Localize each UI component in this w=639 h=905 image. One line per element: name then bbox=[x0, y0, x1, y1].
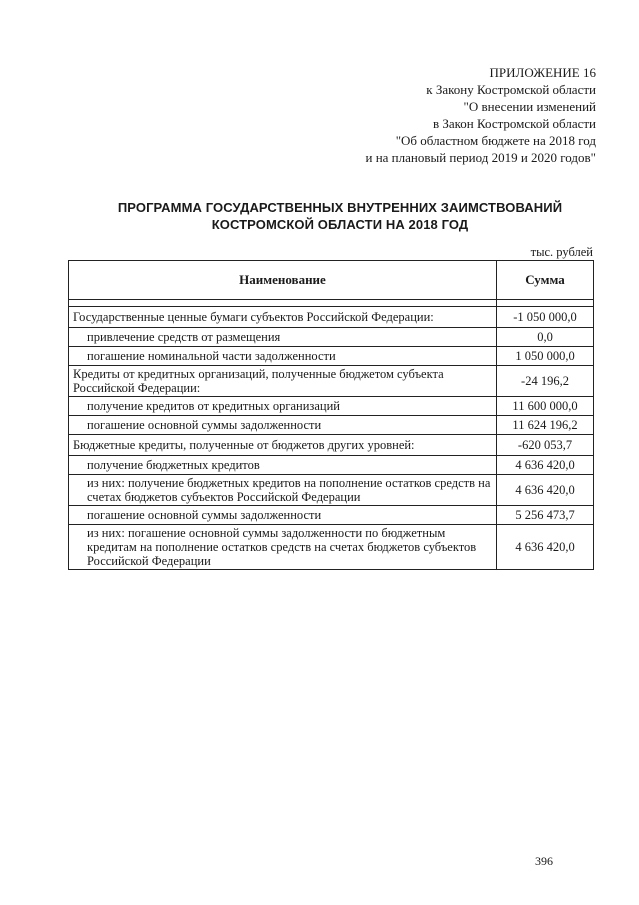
row-name: из них: получение бюджетных кредитов на пополнение остатков средств на счетах бюджетов субъектов Российской Федерации bbox=[69, 475, 497, 506]
row-amount: 4 636 420,0 bbox=[497, 456, 594, 475]
title-line-1: ПРОГРАММА ГОСУДАРСТВЕННЫХ ВНУТРЕННИХ ЗАИМСТВОВАНИЙ bbox=[117, 200, 563, 215]
appendix-line: "Об областном бюджете на 2018 год bbox=[395, 133, 596, 148]
row-amount: 0,0 bbox=[497, 328, 594, 347]
table-row bbox=[69, 435, 594, 456]
row-amount: 4 636 420,0 bbox=[497, 475, 594, 506]
row-name: Кредиты от кредитных организаций, полученные бюджетом субъекта Российской Федерации: bbox=[69, 366, 497, 397]
page-number: 396 bbox=[535, 854, 553, 868]
row-amount: 5 256 473,7 bbox=[497, 506, 594, 525]
table-row bbox=[69, 475, 594, 506]
row-name: Государственные ценные бумаги субъектов Российской Федерации: bbox=[69, 307, 497, 328]
table-row bbox=[69, 366, 594, 397]
row-amount: 11 624 196,2 bbox=[497, 416, 594, 435]
row-name: погашение основной суммы задолженности bbox=[69, 506, 497, 525]
spacer-cell bbox=[497, 300, 594, 307]
row-amount: 11 600 000,0 bbox=[497, 397, 594, 416]
row-name: погашение номинальной части задолженности bbox=[69, 347, 497, 366]
row-name: из них: погашение основной суммы задолженности по бюджетным кредитам на пополнение остатков средств на счетах бюджетов субъектов Российской Федерации bbox=[69, 525, 497, 570]
table-row bbox=[69, 347, 594, 366]
borrowing-table bbox=[68, 260, 594, 570]
table-row bbox=[69, 397, 594, 416]
column-header-amount: Сумма bbox=[497, 261, 594, 300]
table-row bbox=[69, 328, 594, 347]
row-name: привлечение средств от размещения bbox=[69, 328, 497, 347]
table-row bbox=[69, 456, 594, 475]
row-amount: -1 050 000,0 bbox=[497, 307, 594, 328]
spacer-cell bbox=[69, 300, 497, 307]
appendix-line: ПРИЛОЖЕНИЕ 16 bbox=[489, 65, 596, 80]
appendix-line: в Закон Костромской области bbox=[432, 116, 596, 131]
row-name: Бюджетные кредиты, полученные от бюджетов других уровней: bbox=[69, 435, 497, 456]
appendix-reference bbox=[365, 64, 596, 166]
row-name: погашение основной суммы задолженности bbox=[69, 416, 497, 435]
appendix-line: к Закону Костромской области bbox=[426, 82, 596, 97]
row-amount: -24 196,2 bbox=[497, 366, 594, 397]
appendix-line: "О внесении изменений bbox=[463, 99, 596, 114]
table-row bbox=[69, 506, 594, 525]
row-name: получение бюджетных кредитов bbox=[69, 456, 497, 475]
row-amount: -620 053,7 bbox=[497, 435, 594, 456]
table-row bbox=[69, 307, 594, 328]
units-label: тыс. рублей bbox=[530, 245, 593, 259]
table-row bbox=[69, 525, 594, 570]
row-amount: 4 636 420,0 bbox=[497, 525, 594, 570]
row-name: получение кредитов от кредитных организаций bbox=[69, 397, 497, 416]
title-line-2: КОСТРОМСКОЙ ОБЛАСТИ НА 2018 ГОД bbox=[211, 217, 469, 232]
row-amount: 1 050 000,0 bbox=[497, 347, 594, 366]
column-header-name: Наименование bbox=[69, 261, 497, 300]
table-row bbox=[69, 416, 594, 435]
document-title bbox=[40, 199, 639, 233]
appendix-line: и на плановый период 2019 и 2020 годов" bbox=[365, 150, 596, 165]
